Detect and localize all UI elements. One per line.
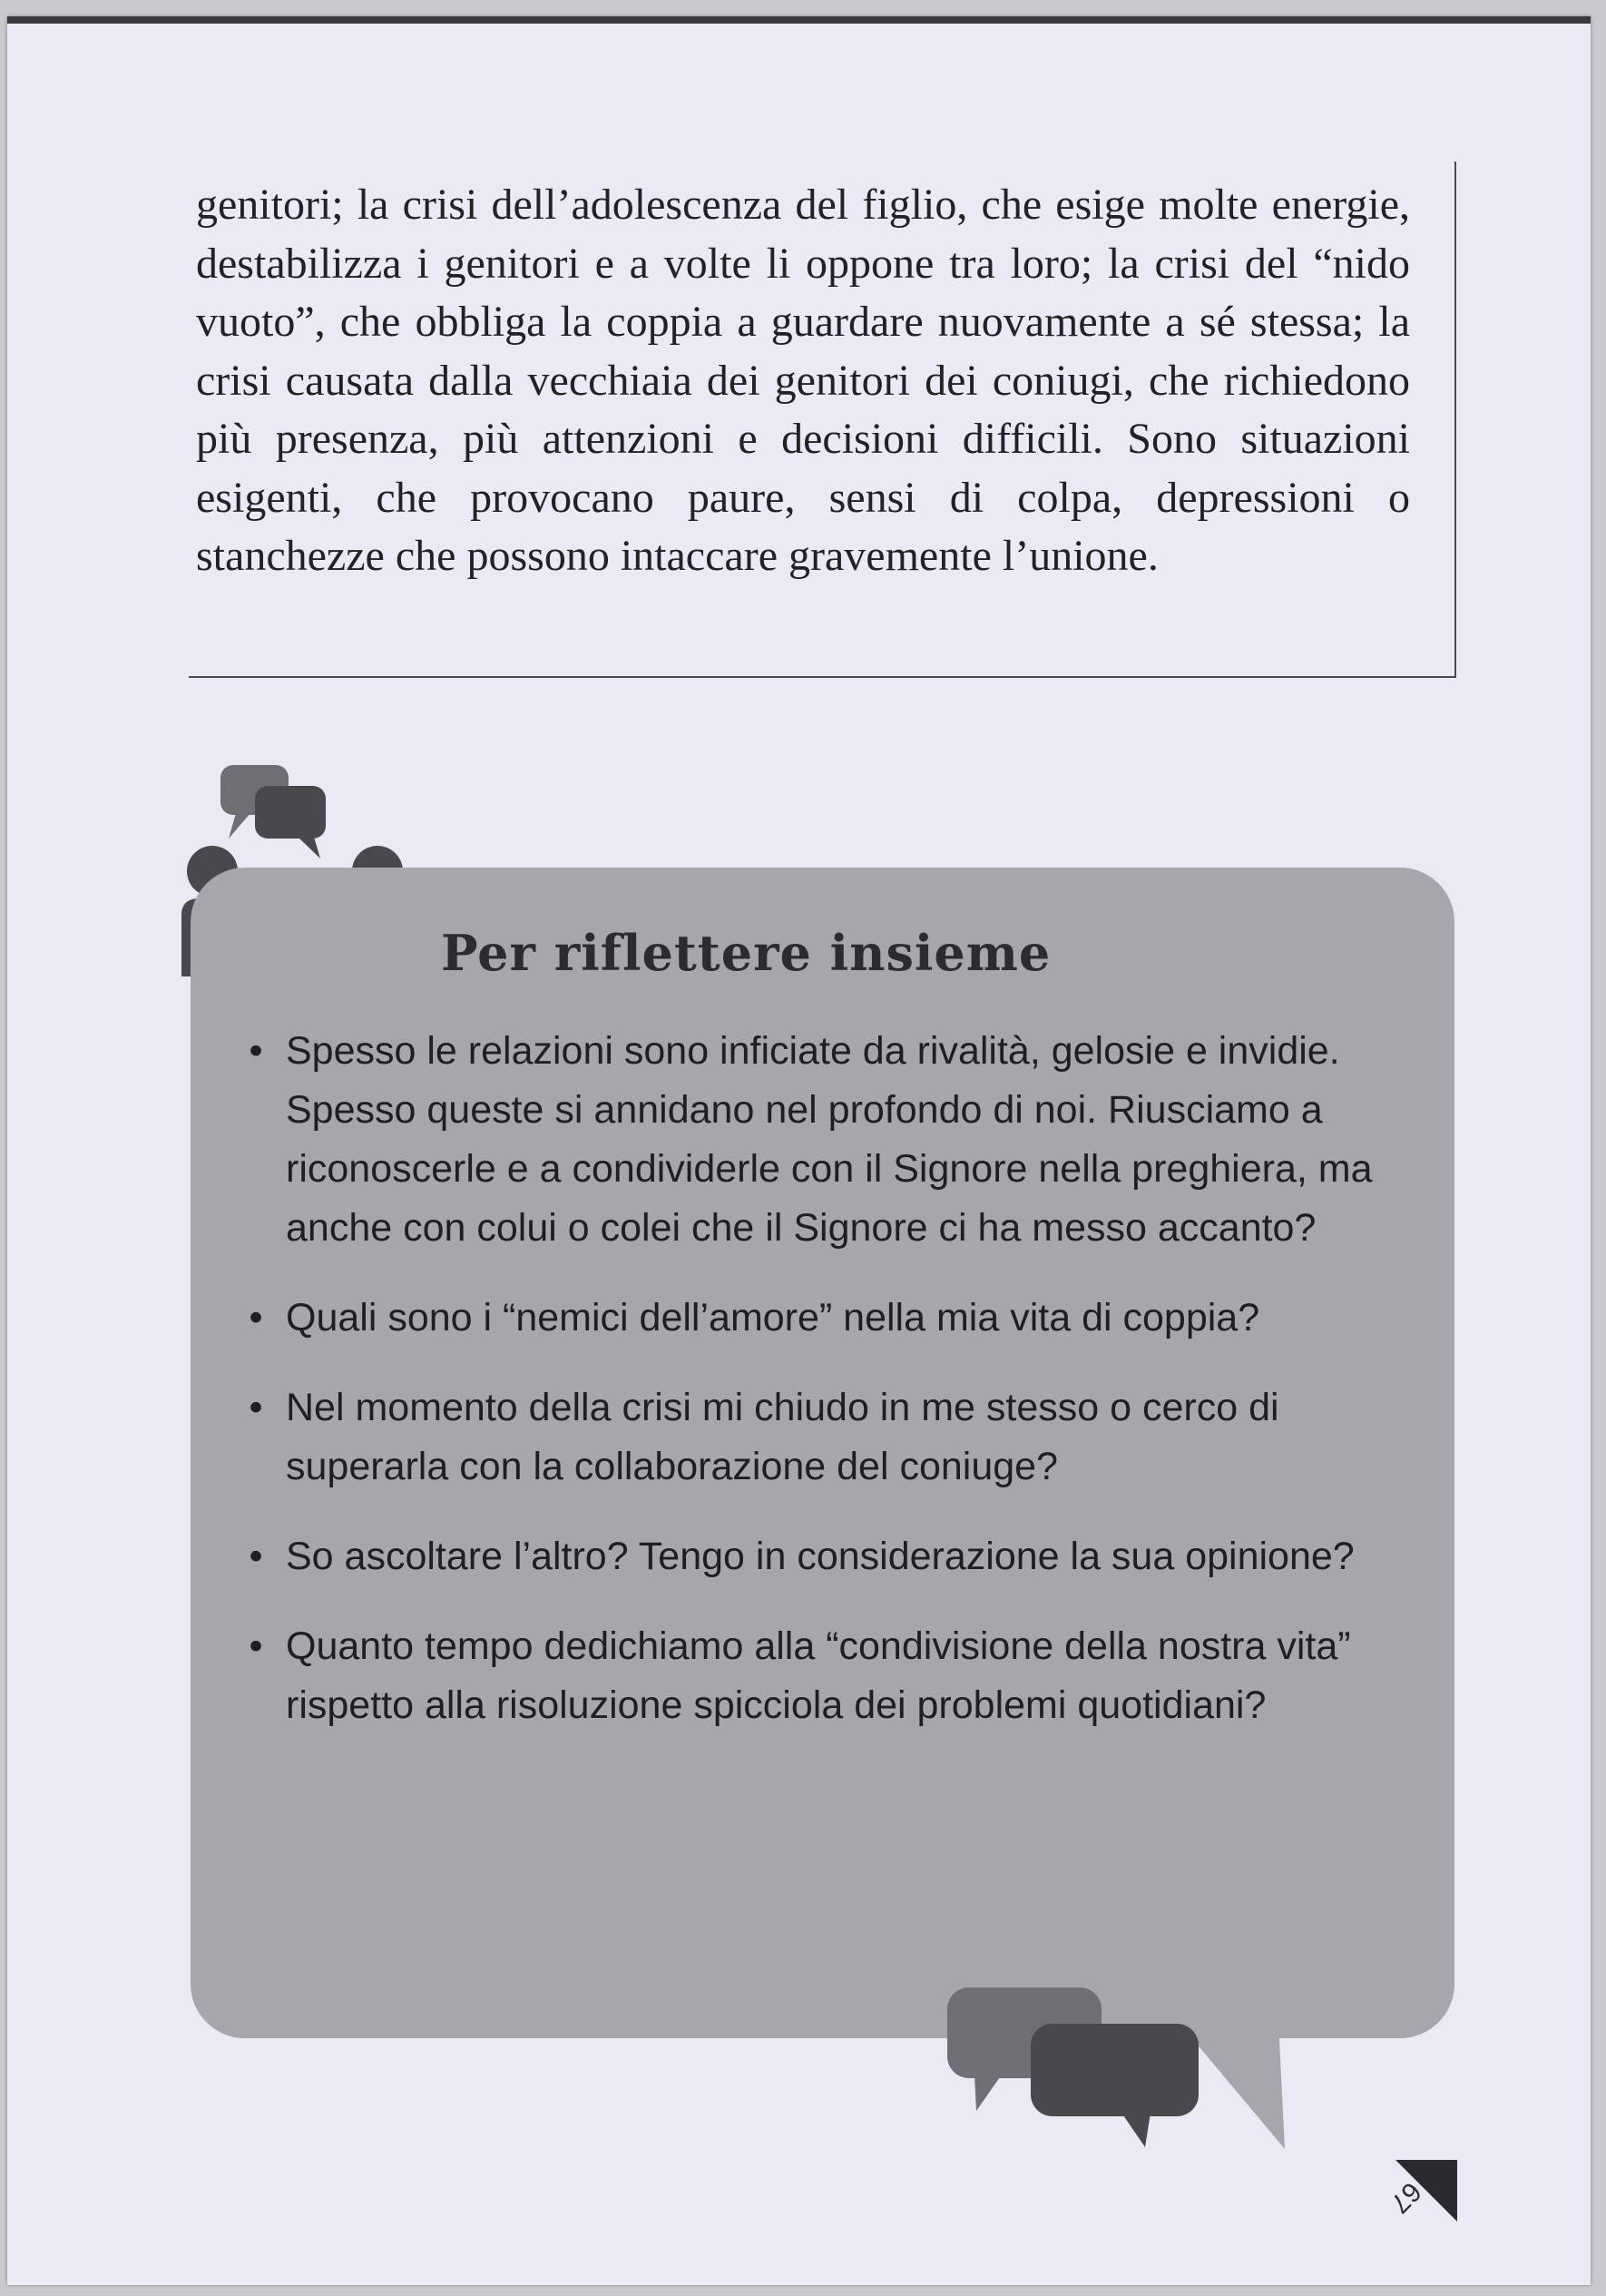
question-text: So ascoltare l’altro? Tengo in considerazione la sua opinione? — [286, 1535, 1355, 1578]
bullet-glyph: • — [249, 1296, 263, 1339]
question-item — [239, 1379, 1418, 1496]
question-text: Spesso le relazioni sono inficiate da rivalità, gelosie e invidie. Spesso queste si annidano nel profondo di noi. Riusciamo a riconoscerle e a condividerle con il Signore nella preghiera, ma anche con colui o colei che il Signore ci ha messo accanto? — [286, 1029, 1373, 1250]
speech-bubbles-icon — [940, 1967, 1303, 2167]
page — [7, 16, 1591, 2285]
question-item — [239, 1617, 1418, 1735]
section-title: Per riflettere insieme — [441, 924, 1052, 982]
question-item — [239, 1022, 1418, 1258]
text-box — [189, 162, 1456, 678]
question-item — [239, 1289, 1418, 1348]
question-item — [239, 1527, 1418, 1586]
body-paragraph: genitori; la crisi dell’adolescenza del figlio, che esige molte energie, destabilizza i genitori e a volte li oppone tra loro; la crisi del “nido vuoto”, che obbliga la coppia a guardare nuovamente a sé stessa; la crisi causata dalla vecchiaia dei genitori dei coniugi, che richiedono più presenza, più attenzioni e decisioni difficili. Sono situazioni esigenti, che provocano paure, sensi di colpa, depressioni o stanchezze che possono intaccare gravemente l’unione. — [196, 181, 1410, 580]
bullet-glyph: • — [249, 1624, 263, 1668]
page-number: 67 — [1384, 2175, 1427, 2219]
question-list — [239, 1022, 1418, 1766]
question-text: Nel momento della crisi mi chiudo in me stesso o cerco di superarla con la collaborazione del coniuge? — [286, 1386, 1279, 1488]
question-text: Quanto tempo dedichiamo alla “condivisione della nostra vita” rispetto alla risoluzione spicciola dei problemi quotidiani? — [286, 1624, 1351, 1727]
bullet-glyph: • — [249, 1386, 263, 1429]
question-text: Quali sono i “nemici dell’amore” nella mia vita di coppia? — [286, 1296, 1260, 1339]
bullet-glyph: • — [249, 1029, 263, 1073]
page-top-edge — [7, 16, 1591, 24]
bullet-glyph: • — [249, 1535, 263, 1578]
